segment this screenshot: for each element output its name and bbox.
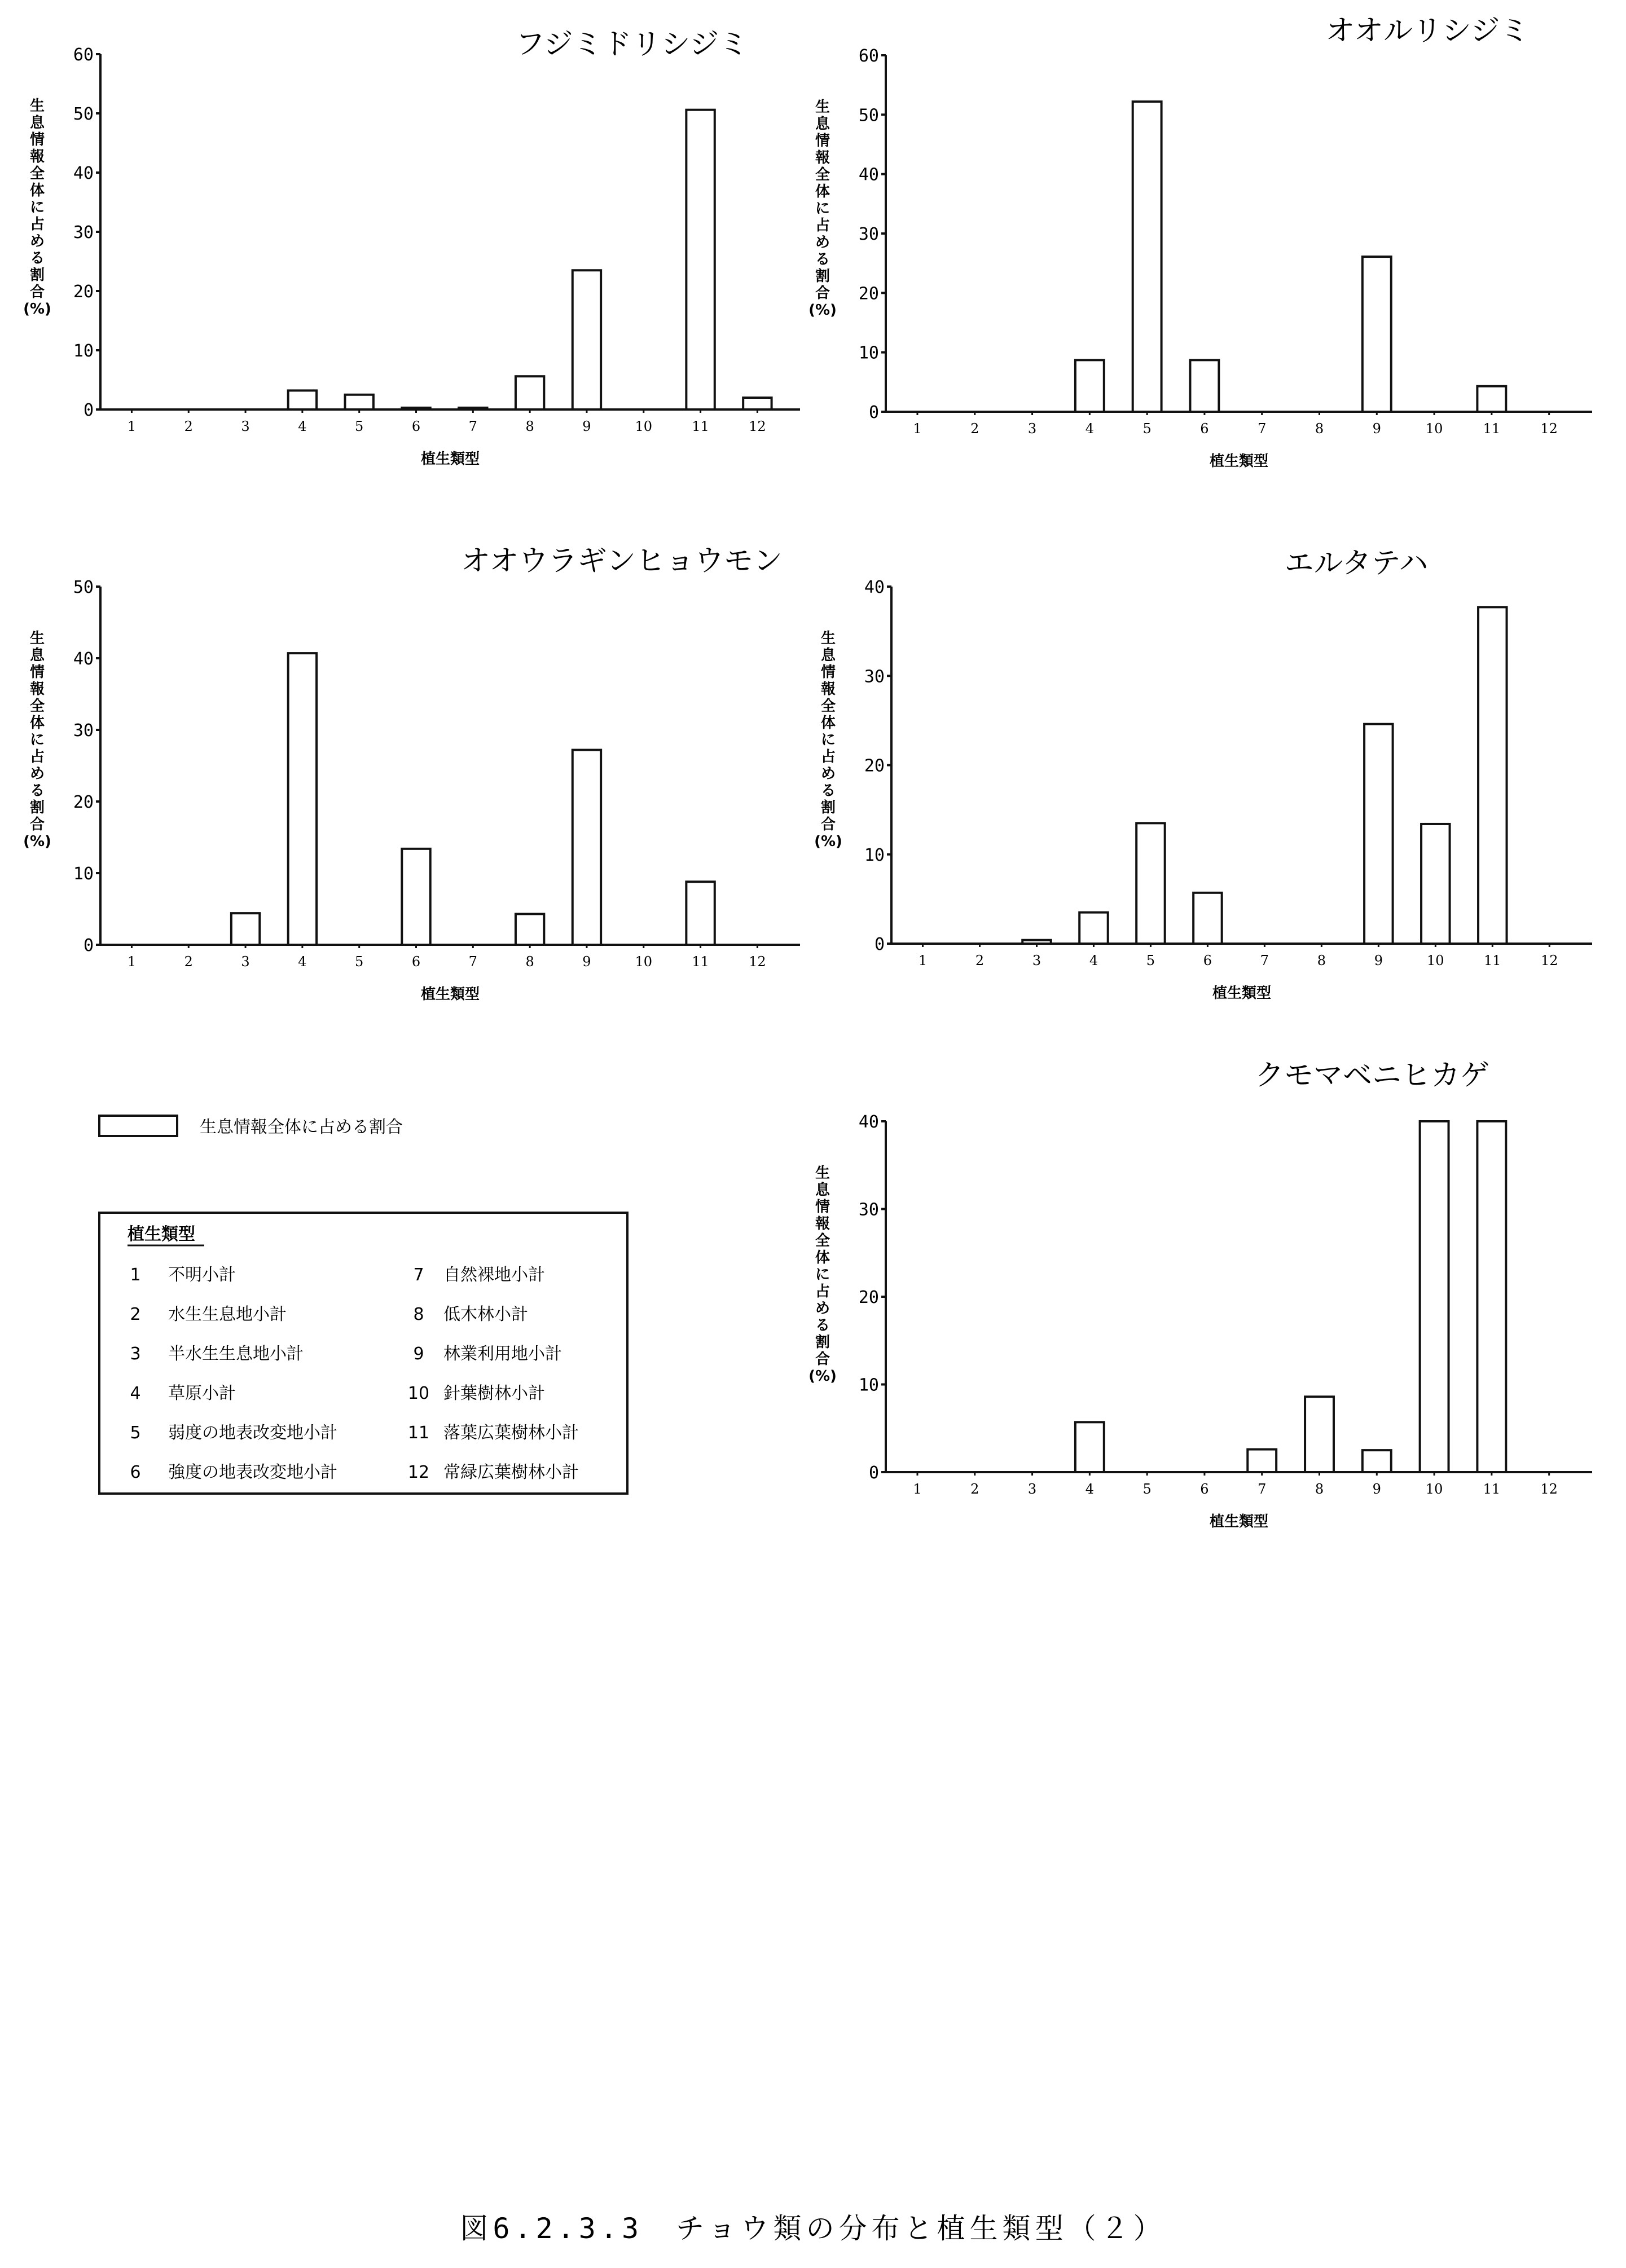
x-tick-label: 10 <box>1425 421 1443 437</box>
y-tick-label: 10 <box>864 845 885 865</box>
chart-panel <box>814 547 1592 1002</box>
bar <box>1305 1397 1334 1472</box>
x-tick-label: 10 <box>1425 1481 1443 1497</box>
x-axis-label: 植生類型 <box>1209 453 1269 470</box>
x-tick-label: 7 <box>1260 953 1269 968</box>
vegetation-key <box>99 1213 627 1494</box>
chart-panel <box>808 1059 1592 1530</box>
y-tick-label: 0 <box>874 935 885 954</box>
x-axis-label: 植生類型 <box>1209 1513 1269 1530</box>
y-tick-label: 20 <box>858 1288 879 1307</box>
x-tick-label: 12 <box>749 954 766 970</box>
series-legend <box>99 1116 403 1137</box>
y-tick-label: 40 <box>73 649 94 669</box>
x-axis-label: 植生類型 <box>420 986 480 1003</box>
x-tick-label: 2 <box>184 419 193 434</box>
chart-title: オオウラギンヒョウモン <box>461 544 783 578</box>
y-axis-label: 生息情報全体に占める割合(%) <box>808 1165 837 1385</box>
y-tick-label: 30 <box>73 223 94 243</box>
vegetation-key-number: 5 <box>130 1423 141 1443</box>
x-tick-label: 10 <box>635 954 653 970</box>
x-tick-label: 12 <box>1540 1481 1558 1497</box>
bar <box>1363 1450 1391 1472</box>
bar <box>459 408 487 409</box>
bar <box>1477 386 1506 412</box>
y-axis-label: 生息情報全体に占める割合(%) <box>814 630 842 850</box>
chart-title: エルタテハ <box>1284 547 1429 580</box>
x-tick-label: 12 <box>1540 421 1558 437</box>
y-tick-label: 10 <box>73 864 94 884</box>
vegetation-key-number: 7 <box>413 1265 424 1285</box>
bar <box>1190 360 1219 412</box>
x-tick-label: 12 <box>1540 953 1558 968</box>
x-tick-label: 3 <box>1027 421 1037 437</box>
x-tick-label: 2 <box>184 954 193 970</box>
bar <box>1421 824 1449 944</box>
bar <box>516 914 544 945</box>
y-tick-label: 20 <box>73 282 94 302</box>
bar <box>743 398 771 409</box>
y-tick-label: 40 <box>858 1112 879 1132</box>
y-tick-label: 20 <box>73 792 94 812</box>
vegetation-key-name: 弱度の地表改変地小計 <box>168 1423 337 1443</box>
bar <box>686 882 714 945</box>
y-tick-label: 30 <box>73 721 94 741</box>
vegetation-key-number: 4 <box>130 1384 141 1403</box>
x-tick-label: 4 <box>1085 1481 1094 1497</box>
x-tick-label: 6 <box>411 954 421 970</box>
x-tick-label: 4 <box>298 954 307 970</box>
bar <box>1075 1422 1104 1472</box>
x-tick-label: 1 <box>127 954 137 970</box>
x-tick-label: 5 <box>355 954 364 970</box>
bar <box>1079 913 1108 944</box>
bar <box>573 750 601 945</box>
chart-title: オオルリシジミ <box>1325 14 1530 48</box>
bar <box>1420 1121 1449 1472</box>
x-tick-label: 6 <box>1203 953 1212 968</box>
x-tick-label: 1 <box>127 419 137 434</box>
y-tick-label: 10 <box>858 343 879 363</box>
bar <box>686 110 714 409</box>
x-tick-label: 1 <box>913 421 922 437</box>
y-axis-label: 生息情報全体に占める割合(%) <box>808 99 837 319</box>
x-tick-label: 7 <box>468 419 477 434</box>
x-tick-label: 4 <box>1089 953 1098 968</box>
bar <box>402 408 430 409</box>
vegetation-key-number: 3 <box>130 1344 141 1364</box>
x-tick-label: 11 <box>692 419 709 434</box>
x-axis-label: 植生類型 <box>420 451 480 468</box>
y-tick-label: 10 <box>73 341 94 361</box>
x-tick-label: 8 <box>525 954 534 970</box>
x-tick-label: 6 <box>1200 421 1209 437</box>
vegetation-key-name: 低木林小計 <box>443 1305 528 1324</box>
x-tick-label: 2 <box>970 1481 979 1497</box>
vegetation-key-name: 常緑広葉樹林小計 <box>443 1463 579 1482</box>
vegetation-key-number: 10 <box>407 1384 430 1403</box>
y-tick-label: 30 <box>858 1200 879 1220</box>
y-tick-label: 0 <box>868 1463 879 1483</box>
x-tick-label: 5 <box>355 419 364 434</box>
vegetation-key-name: 林業利用地小計 <box>443 1344 562 1364</box>
bar <box>288 390 317 409</box>
x-tick-label: 6 <box>1200 1481 1209 1497</box>
x-tick-label: 7 <box>468 954 477 970</box>
bar <box>288 653 317 945</box>
bar <box>1136 823 1164 944</box>
vegetation-key-name: 水生生息地小計 <box>168 1305 287 1324</box>
y-tick-label: 30 <box>858 224 879 244</box>
chart-panel <box>23 544 800 1003</box>
chart-title: フジミドリシジミ <box>515 28 749 61</box>
y-tick-label: 40 <box>73 164 94 183</box>
x-tick-label: 3 <box>241 419 250 434</box>
x-tick-label: 10 <box>1427 953 1444 968</box>
bar <box>1022 940 1051 944</box>
vegetation-key-number: 9 <box>413 1344 424 1364</box>
vegetation-key-number: 8 <box>413 1305 424 1324</box>
chart-title: クモマベニヒカゲ <box>1254 1059 1490 1093</box>
y-tick-label: 50 <box>73 578 94 597</box>
bar <box>1363 257 1391 412</box>
bar <box>1364 724 1392 944</box>
x-tick-label: 11 <box>1483 1481 1501 1497</box>
y-tick-label: 20 <box>864 756 885 776</box>
vegetation-key-number: 12 <box>407 1463 430 1482</box>
y-tick-label: 50 <box>73 104 94 124</box>
vegetation-key-name: 強度の地表改変地小計 <box>168 1463 337 1482</box>
x-tick-label: 9 <box>1372 421 1381 437</box>
x-tick-label: 11 <box>1484 953 1501 968</box>
vegetation-key-title: 植生類型 <box>128 1225 195 1244</box>
y-tick-label: 30 <box>864 667 885 687</box>
vegetation-key-name: 不明小計 <box>168 1265 236 1285</box>
y-axis-label: 生息情報全体に占める割合(%) <box>23 630 51 850</box>
x-tick-label: 3 <box>1027 1481 1037 1497</box>
x-tick-label: 5 <box>1142 421 1152 437</box>
x-tick-label: 10 <box>635 419 653 434</box>
chart-panel <box>23 28 800 468</box>
vegetation-key-number: 1 <box>130 1265 141 1285</box>
bar <box>1247 1450 1276 1472</box>
y-tick-label: 50 <box>858 105 879 126</box>
x-tick-label: 8 <box>1317 953 1326 968</box>
vegetation-key-name: 自然裸地小計 <box>443 1265 545 1285</box>
x-tick-label: 1 <box>913 1481 922 1497</box>
legend-series-label: 生息情報全体に占める割合 <box>200 1117 403 1137</box>
chart-panel <box>808 14 1592 470</box>
y-tick-label: 60 <box>73 45 94 65</box>
x-axis-label: 植生類型 <box>1212 985 1272 1002</box>
vegetation-key-name: 針葉樹林小計 <box>443 1384 545 1403</box>
x-tick-label: 8 <box>525 419 534 434</box>
y-tick-label: 0 <box>83 400 94 420</box>
bar <box>1477 1121 1506 1472</box>
vegetation-key-name: 半水生生息地小計 <box>168 1344 304 1364</box>
y-tick-label: 0 <box>83 936 94 955</box>
x-tick-label: 4 <box>298 419 307 434</box>
x-tick-label: 9 <box>1372 1481 1381 1497</box>
x-tick-label: 1 <box>918 953 928 968</box>
y-tick-label: 40 <box>864 578 885 597</box>
x-tick-label: 3 <box>1032 953 1041 968</box>
x-tick-label: 5 <box>1146 953 1155 968</box>
bar <box>516 376 544 409</box>
x-tick-label: 9 <box>582 419 591 434</box>
legend-swatch <box>99 1116 177 1136</box>
bar <box>345 395 373 409</box>
vegetation-key-name: 落葉広葉樹林小計 <box>443 1423 579 1443</box>
x-tick-label: 12 <box>749 419 766 434</box>
x-tick-label: 4 <box>1085 421 1094 437</box>
x-tick-label: 9 <box>582 954 591 970</box>
vegetation-key-number: 2 <box>130 1305 141 1324</box>
x-tick-label: 11 <box>1483 421 1501 437</box>
x-tick-label: 8 <box>1315 421 1324 437</box>
bar <box>1478 607 1506 944</box>
vegetation-key-number: 6 <box>130 1463 141 1482</box>
x-tick-label: 5 <box>1142 1481 1152 1497</box>
x-tick-label: 7 <box>1258 1481 1267 1497</box>
y-axis-label: 生息情報全体に占める割合(%) <box>23 98 51 318</box>
x-tick-label: 2 <box>970 421 979 437</box>
y-tick-label: 60 <box>858 46 879 66</box>
x-tick-label: 6 <box>411 419 421 434</box>
x-tick-label: 3 <box>241 954 250 970</box>
bar <box>1075 360 1104 412</box>
vegetation-key-number: 11 <box>407 1423 430 1443</box>
x-tick-label: 8 <box>1315 1481 1324 1497</box>
figure-caption: 図6.2.3.3 チョウ類の分布と植生類型（２） <box>460 2212 1166 2245</box>
bar <box>231 913 260 945</box>
bar <box>402 849 430 945</box>
y-tick-label: 10 <box>858 1375 879 1395</box>
y-tick-label: 0 <box>868 403 879 422</box>
x-tick-label: 7 <box>1258 421 1267 437</box>
vegetation-key-name: 草原小計 <box>168 1384 236 1403</box>
x-tick-label: 9 <box>1374 953 1383 968</box>
x-tick-label: 2 <box>975 953 985 968</box>
bar <box>1193 893 1221 944</box>
bar <box>1133 102 1162 412</box>
y-tick-label: 40 <box>858 165 879 185</box>
x-tick-label: 11 <box>692 954 709 970</box>
bar <box>573 270 601 409</box>
y-tick-label: 20 <box>858 284 879 304</box>
